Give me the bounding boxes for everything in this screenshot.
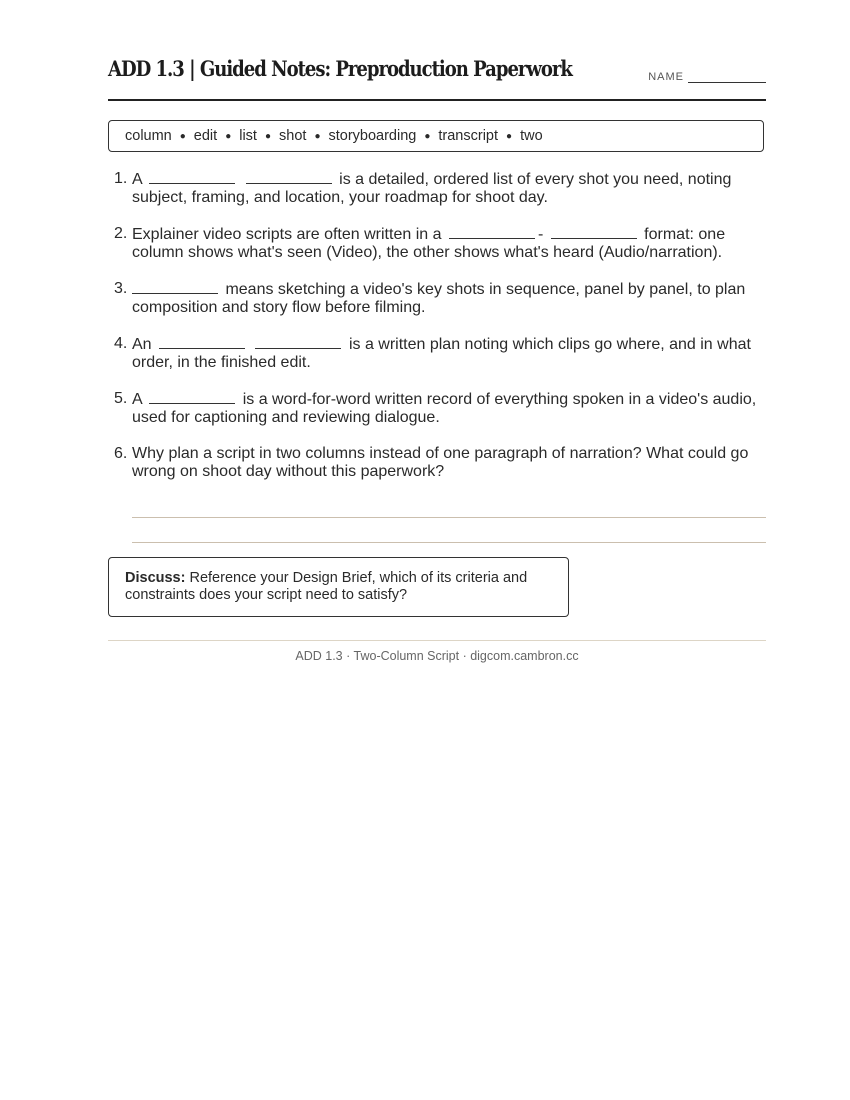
- question-5: [114, 390, 766, 427]
- question-1: [114, 170, 766, 207]
- question-text: Explainer video scripts are often written in a: [132, 226, 442, 243]
- question-number: 1.: [114, 170, 128, 187]
- bullet-separator: ●: [179, 130, 186, 142]
- footer: ADD 1.3 · Two-Column Script · digcom.cambron.cc: [295, 649, 579, 663]
- question-text: is a written plan noting which clips go where, and in what order, in the finished edit.: [132, 336, 751, 371]
- question-text: A: [132, 391, 142, 408]
- name-label: NAME: [648, 71, 684, 83]
- question-text: A: [132, 171, 142, 188]
- name-field: [648, 71, 766, 83]
- question-number: 6.: [114, 445, 128, 462]
- word-bank-item: storyboarding: [328, 128, 417, 144]
- fill-in-blank[interactable]: [551, 225, 637, 239]
- answer-line[interactable]: [132, 516, 766, 518]
- word-bank-item: edit: [193, 128, 218, 144]
- hyphen: -: [537, 226, 544, 243]
- word-bank-item: list: [239, 128, 257, 144]
- answer-lines: [108, 516, 766, 543]
- word-bank-item: two: [520, 128, 543, 144]
- fill-in-blank[interactable]: [246, 170, 332, 184]
- question-text: Why plan a script in two columns instead of one paragraph of narration? What could go wrong on shoot day without this paperwork?: [132, 445, 749, 480]
- fill-in-blank[interactable]: [132, 280, 218, 294]
- discuss-label: Discuss:: [125, 570, 186, 586]
- word-bank-item: transcript: [438, 128, 499, 144]
- question-number: 2.: [114, 225, 128, 242]
- question-3: [114, 280, 766, 317]
- question-text: is a word-for-word written record of everything spoken in a video's audio, used for captioning and reviewing dialogue.: [132, 391, 757, 426]
- answer-line[interactable]: [132, 541, 766, 543]
- footer-divider: [108, 640, 766, 641]
- fill-in-blank[interactable]: [159, 335, 245, 349]
- word-bank-item: column: [125, 128, 172, 144]
- word-bank: [108, 120, 764, 152]
- fill-in-blank[interactable]: [149, 390, 235, 404]
- worksheet-page: [108, 0, 766, 663]
- bullet-separator: ●: [506, 130, 513, 142]
- bullet-separator: ●: [314, 130, 321, 142]
- question-list: [108, 170, 766, 503]
- question-number: 5.: [114, 390, 128, 407]
- question-text: format: one column shows what's seen (Video), the other shows what's heard (Audio/narration).: [132, 226, 726, 261]
- fill-in-blank[interactable]: [449, 225, 535, 239]
- bullet-separator: ●: [225, 130, 232, 142]
- question-4: [114, 335, 766, 372]
- bullet-separator: ●: [264, 130, 272, 142]
- question-text: means sketching a video's key shots in sequence, panel by panel, to plan composition and story flow before filming.: [132, 281, 746, 316]
- question-6: [114, 445, 766, 481]
- worksheet-header: [108, 0, 766, 101]
- question-number: 3.: [114, 280, 128, 297]
- fill-in-blank[interactable]: [255, 335, 341, 349]
- question-2: [114, 225, 766, 262]
- question-text: is a detailed, ordered list of every shot you need, noting subject, framing, and location, your roadmap for shoot day.: [132, 171, 732, 206]
- name-blank[interactable]: [688, 72, 766, 83]
- question-number: 4.: [114, 335, 128, 352]
- word-bank-item: shot: [279, 128, 307, 144]
- discuss-text: Reference your Design Brief, which of its criteria and constraints does your script need to satisfy?: [125, 570, 528, 603]
- question-text: An: [132, 336, 152, 353]
- discuss-box: [108, 557, 569, 617]
- bullet-separator: ●: [424, 130, 431, 142]
- fill-in-blank[interactable]: [149, 170, 235, 184]
- page-title: ADD 1.3 | Guided Notes: Preproduction Paperwork: [108, 56, 572, 81]
